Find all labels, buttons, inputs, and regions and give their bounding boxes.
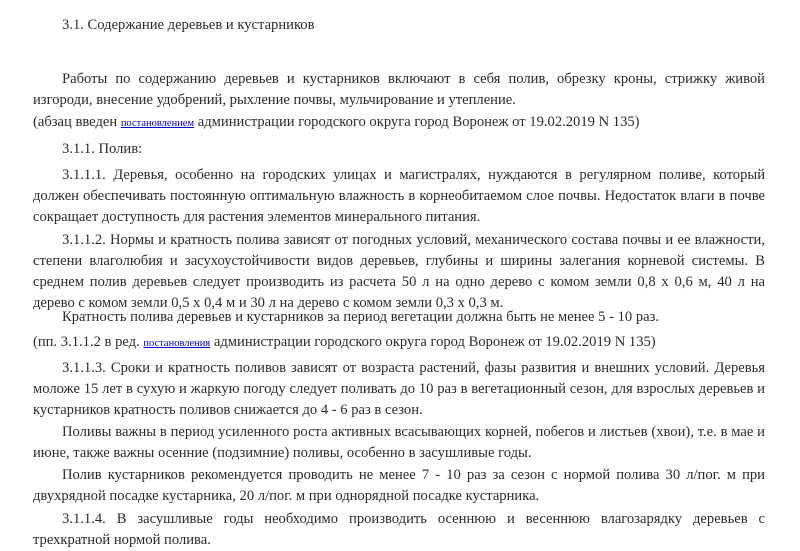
section-heading: 3.1. Содержание деревьев и кустарников [62,17,315,33]
resolution-link-2[interactable]: постановления [143,338,211,349]
paragraph-3-1-1-2: 3.1.1.2. Нормы и кратность полива зависят от погодных условий, механического состава почвы и ее влажности, степени влаголюбия и засухоустойчивости видов деревьев, глубины и ширины залегания корневой системы. В среднем полив деревьев следует производить из расчета 50 л на одно дерево с комом земли 0,8 х 0,6 м, 40 л на дерево с комом земли 0,5 х 0,4 м и 30 л на дерево с комом земли 0,3 х 0,3 м. [33,232,765,311]
subsection-3-1-1: 3.1.1. Полив: [62,141,143,157]
amendment-note-1-before: (абзац введен [33,114,121,130]
paragraph-works: Работы по содержанию деревьев и кустарников включают в себя полив, обрезку кроны, стрижку живой изгороди, внесение удобрений, рыхление почвы, мульчирование и утепление. [33,71,765,108]
paragraph-growth-period: Поливы важны в период усиленного роста активных всасывающих корней, побегов и листьев (хвои), т.е. в мае и июне, также важны осенние (подзимние) поливы, особенно в засушливые годы. [33,424,765,461]
paragraph-3-1-1-3: 3.1.1.3. Сроки и кратность поливов зависят от возраста растений, фазы развития и внешних условий. Деревья моложе 15 лет в сухую и жаркую погоду следует поливать до 10 раз в вегетационный сезон, для взрослых деревьев и кустарников кратность поливов снижается до 4 - 6 раз в сезон. [33,360,765,418]
amendment-note-2 [33,332,765,354]
amendment-note-1 [33,112,765,134]
amendment-note-1-after: администрации городского округа город Воронеж от 19.02.2019 N 135) [194,114,640,130]
paragraph-3-1-1-4: 3.1.1.4. В засушливые годы необходимо производить осеннюю и весеннюю влагозарядку деревьев с трехкратной нормой полива. [33,511,765,548]
paragraph-watering-frequency: Кратность полива деревьев и кустарников за период вегетации должна быть не менее 5 - 10 раз. [62,309,660,325]
amendment-note-2-before: (пп. 3.1.1.2 в ред. [33,334,144,350]
amendment-note-2-after: администрации городского округа город Воронеж от 19.02.2019 N 135) [210,334,656,350]
resolution-link-1[interactable]: постановлением [120,118,195,129]
paragraph-shrubs-watering: Полив кустарников рекомендуется проводить не менее 7 - 10 раз за сезон с нормой полива 30 л/пог. м при двухрядной посадке кустарника, 20 л/пог. м при однорядной посадке кустарника. [33,467,765,504]
paragraph-3-1-1-1: 3.1.1.1. Деревья, особенно на городских улицах и магистралях, нуждаются в регулярном поливе, который должен обеспечивать постоянную оптимальную влажность в корнеобитаемом слое почвы. Недостаток влаги в почве сокращает доступность для растения элементов минерального питания. [33,167,765,225]
